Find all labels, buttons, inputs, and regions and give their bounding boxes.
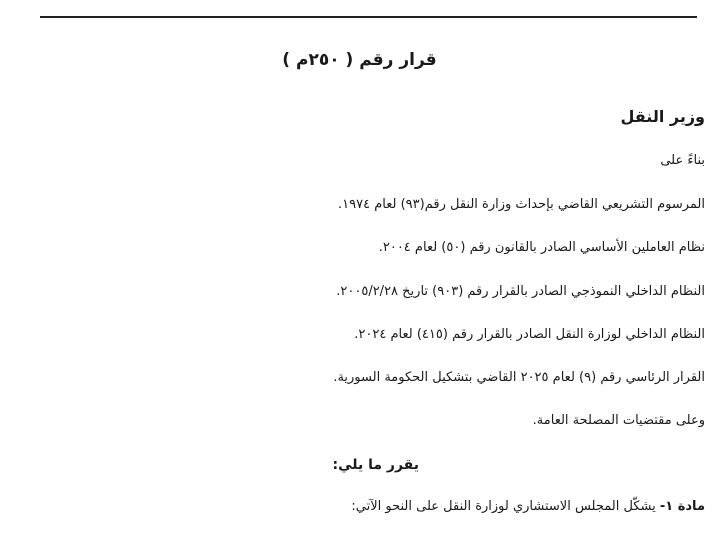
issuer-heading: وزير النقل xyxy=(620,107,705,126)
decides-heading: يقرر ما يلي: xyxy=(332,457,419,473)
reference-line: المرسوم التشريعي القاضي بإحداث وزارة النقل رقم(٩٣) لعام ١٩٧٤. xyxy=(337,197,705,212)
reference-line: النظام الداخلي النموذجي الصادر بالقرار رقم (٩٠٣) تاريخ ٢٠٠٥/٢/٢٨. xyxy=(336,284,705,299)
reference-line: النظام الداخلي لوزارة النقل الصادر بالقرار رقم (٤١٥) لعام ٢٠٢٤. xyxy=(354,327,705,342)
reference-line: نظام العاملين الأساسي الصادر بالقانون رقم (٥٠) لعام ٢٠٠٤. xyxy=(378,240,705,255)
decision-title: قرار رقم ( ٢٥٠م ) xyxy=(282,50,437,70)
article-1 xyxy=(351,498,705,516)
reference-line: وعلى مقتضيات المصلحة العامة. xyxy=(532,413,705,428)
top-rule xyxy=(40,16,697,18)
intro-text: بناءً على xyxy=(660,153,705,168)
reference-line: القرار الرئاسي رقم (٩) لعام ٢٠٢٥ القاضي بتشكيل الحكومة السورية. xyxy=(333,370,705,385)
article-1-label: مادة ١- xyxy=(659,499,705,514)
article-1-text: يشكّل المجلس الاستشاري لوزارة النقل على النحو الآتي: xyxy=(351,499,656,514)
